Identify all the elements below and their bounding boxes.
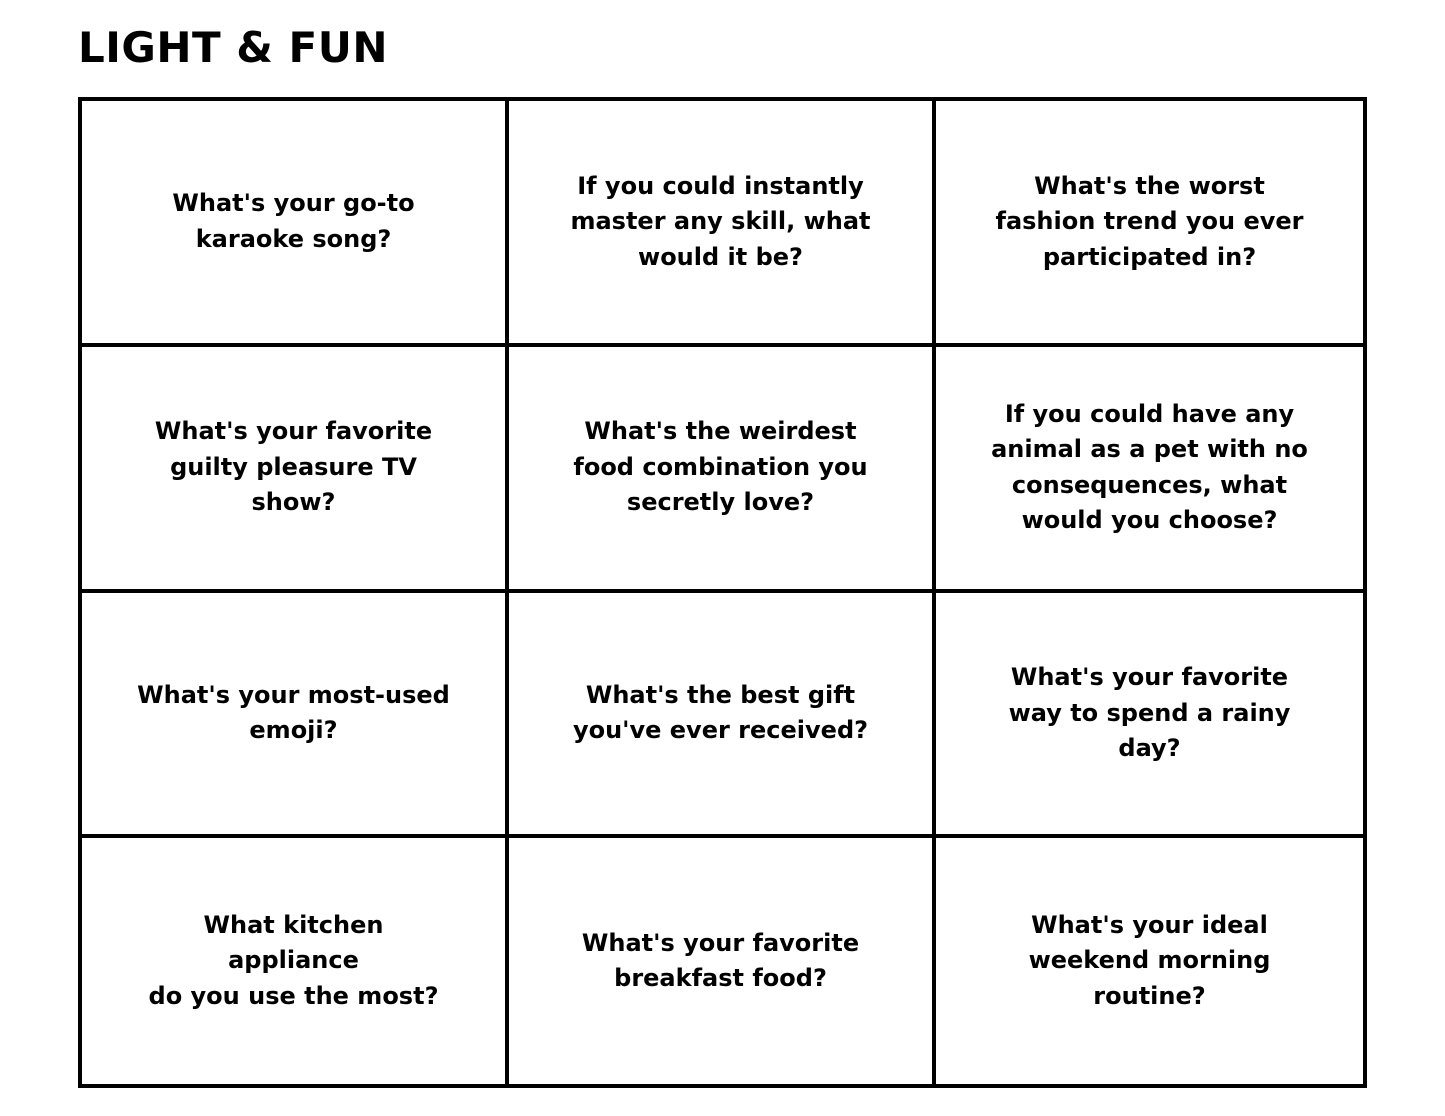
question-text: What's your go-to karaoke song? xyxy=(172,189,415,253)
question-card xyxy=(82,838,509,1084)
question-card xyxy=(82,593,509,839)
question-text: What's the weirdest food combination you secretly love? xyxy=(573,417,868,517)
question-text: What's your favorite way to spend a rainy day? xyxy=(1008,663,1291,763)
question-card xyxy=(936,101,1363,347)
question-card xyxy=(936,347,1363,593)
question-text: If you could have any animal as a pet with no consequences, what would you choose? xyxy=(991,399,1308,535)
question-card-grid xyxy=(78,97,1367,1088)
question-card xyxy=(509,101,936,347)
question-card xyxy=(509,838,936,1084)
question-text: What's the best gift you've ever received? xyxy=(572,680,869,745)
question-text: What's your favorite breakfast food? xyxy=(581,928,860,993)
question-text: What's your ideal weekend morning routine? xyxy=(1028,910,1271,1010)
question-card xyxy=(936,593,1363,839)
question-card xyxy=(509,593,936,839)
question-text: What's your favorite guilty pleasure TV show? xyxy=(154,417,433,517)
question-text: What's your most-used emoji? xyxy=(137,680,450,745)
page-title: LIGHT & FUN xyxy=(78,23,388,72)
question-card xyxy=(82,347,509,593)
question-text: What's the worst fashion trend you ever participated in? xyxy=(995,171,1304,271)
question-card xyxy=(936,838,1363,1084)
question-text: If you could instantly master any skill, what would it be? xyxy=(570,171,871,271)
question-card xyxy=(82,101,509,347)
question-card xyxy=(509,347,936,593)
question-text: What kitchen appliance do you use the most? xyxy=(148,910,439,1010)
